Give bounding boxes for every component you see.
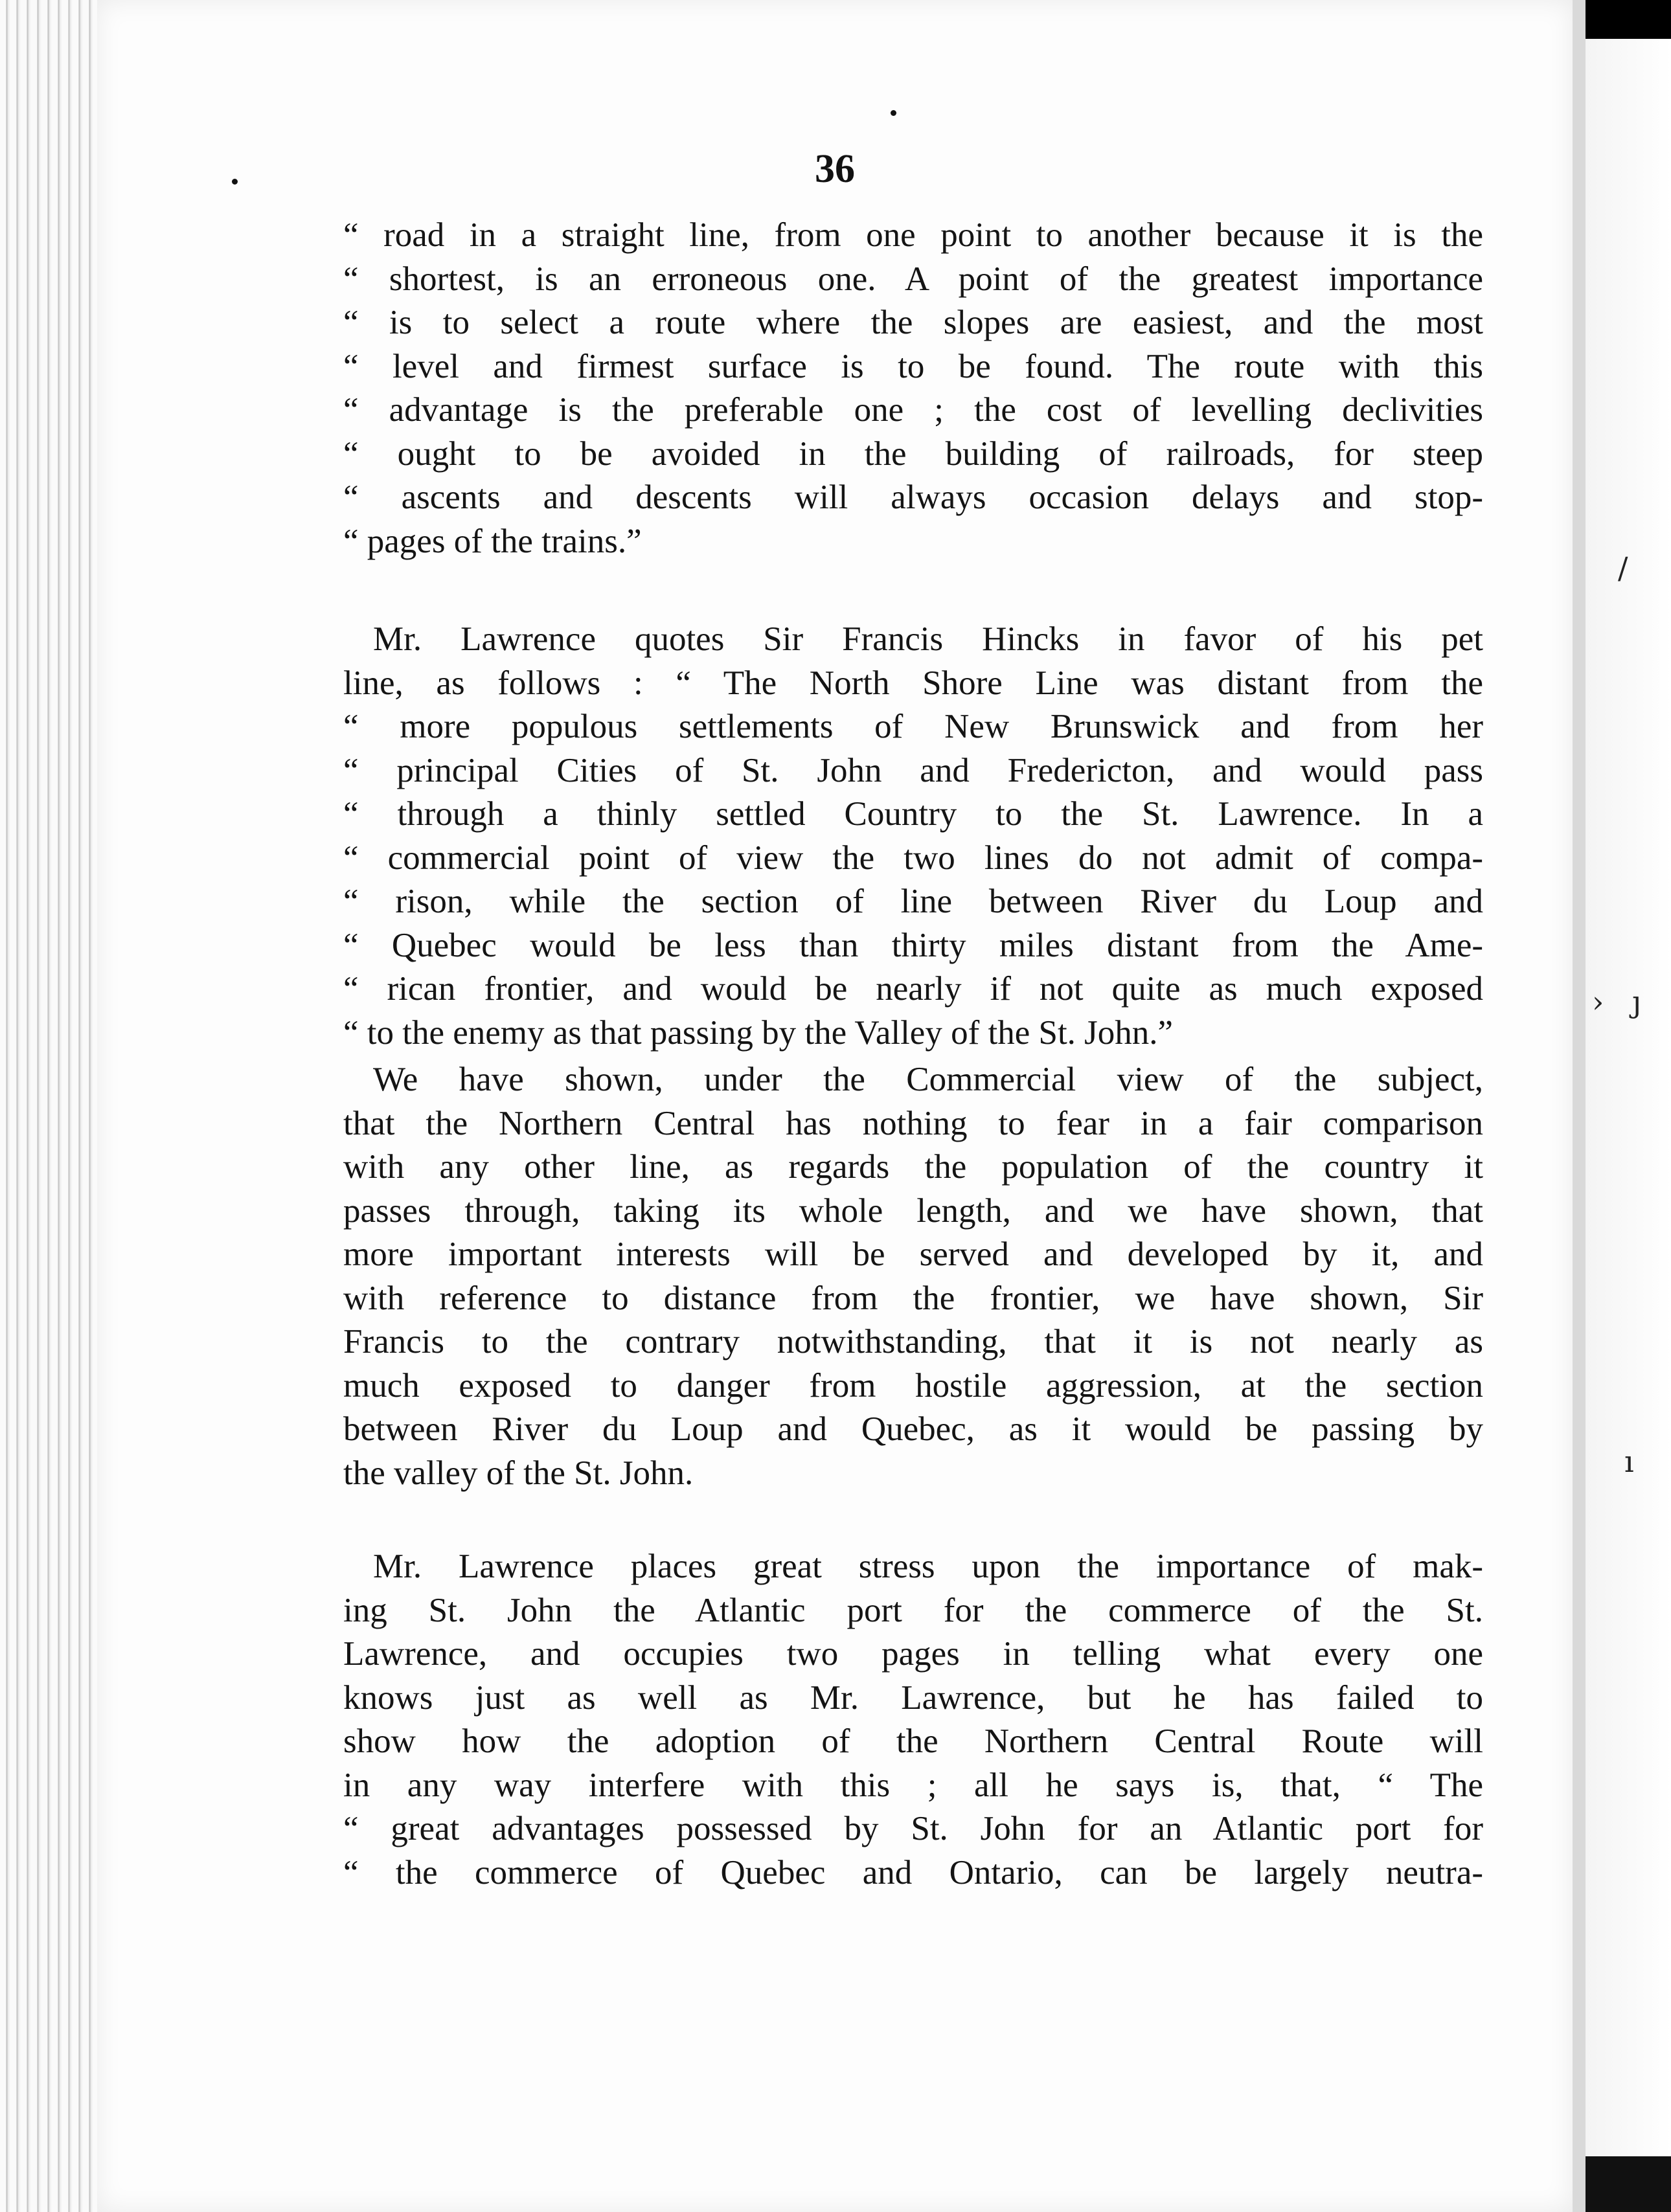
bleed-mark: ȷ bbox=[1632, 984, 1642, 1019]
text-line: ing St. John the Atlantic port for the commerce of the St. bbox=[343, 1591, 1483, 1629]
scan-shadow bbox=[1586, 2156, 1671, 2212]
text-line: Mr. Lawrence quotes Sir Francis Hincks in favor of his pet bbox=[373, 620, 1483, 658]
text-line: “ ascents and descents will always occasion delays and stop- bbox=[343, 479, 1483, 516]
text-line: show how the adoption of the Northern Central Route will bbox=[343, 1722, 1483, 1760]
text-line: Francis to the contrary notwithstanding, that it is not nearly as bbox=[343, 1323, 1483, 1360]
text-line: that the Northern Central has nothing to fear in a fair comparison bbox=[343, 1104, 1483, 1142]
text-line: with any other line, as regards the population of the country it bbox=[343, 1148, 1483, 1186]
text-line: “ through a thinly settled Country to the St. Lawrence. In a bbox=[343, 795, 1483, 833]
text-line: with reference to distance from the frontier, we have shown, Sir bbox=[343, 1279, 1483, 1317]
text-line: “ Quebec would be less than thirty miles distant from the Ame- bbox=[343, 926, 1483, 964]
text-line: more important interests will be served and developed by it, and bbox=[343, 1236, 1483, 1273]
text-line: “ shortest, is an erroneous one. A point of the greatest importance bbox=[343, 260, 1483, 298]
text-line: “ to the enemy as that passing by the Valley of the St. John.” bbox=[343, 1013, 1174, 1052]
paragraph-4 bbox=[343, 1545, 1483, 1895]
bleed-mark: ı bbox=[1624, 1444, 1634, 1479]
text-line: “ more populous settlements of New Brunswick and from her bbox=[343, 708, 1483, 745]
text-line: “ advantage is the preferable one ; the cost of levelling declivities bbox=[343, 391, 1483, 429]
text-line: knows just as well as Mr. Lawrence, but he has failed to bbox=[343, 1678, 1483, 1717]
text-line: line, as follows : “ The North Shore Line was distant from the bbox=[343, 664, 1483, 702]
text-line: “ pages of the trains.” bbox=[343, 522, 642, 560]
page-gutter-strip bbox=[1573, 0, 1586, 2212]
paragraph-3 bbox=[343, 1058, 1483, 1495]
text-line: “ the commerce of Quebec and Ontario, can be largely neutra- bbox=[343, 1853, 1483, 1891]
page-number: 36 bbox=[815, 147, 855, 191]
text-line: passes through, taking its whole length, and we have shown, that bbox=[343, 1191, 1483, 1230]
text-line: “ rican frontier, and would be nearly if not quite as much exposed bbox=[343, 970, 1483, 1008]
text-line: “ principal Cities of St. John and Fredericton, and would pass bbox=[343, 751, 1483, 789]
adjacent-page-edge bbox=[1586, 39, 1671, 2212]
bleed-mark: / bbox=[1618, 550, 1628, 585]
book-page bbox=[97, 0, 1573, 2212]
text-line: in any way interfere with this ; all he says is, that, “ The bbox=[343, 1766, 1483, 1804]
text-line: much exposed to danger from hostile aggression, at the section bbox=[343, 1366, 1483, 1405]
text-line: “ road in a straight line, from one point to another because it is the bbox=[343, 216, 1483, 254]
text-line: the valley of the St. John. bbox=[343, 1454, 694, 1492]
quote-paragraph-1 bbox=[343, 214, 1483, 563]
text-line: “ rison, while the section of line between River du Loup and bbox=[343, 883, 1483, 920]
text-line: “ great advantages possessed by St. John for an Atlantic port for bbox=[343, 1810, 1483, 1847]
text-line: We have shown, under the Commercial view of the subject, bbox=[373, 1061, 1483, 1098]
text-line: Lawrence, and occupies two pages in telling what every one bbox=[343, 1635, 1483, 1673]
text-line: between River du Loup and Quebec, as it would be passing by bbox=[343, 1410, 1483, 1448]
text-line: Mr. Lawrence places great stress upon the importance of mak- bbox=[373, 1548, 1483, 1585]
paragraph-2 bbox=[343, 618, 1483, 1055]
text-line: “ commercial point of view the two lines do not admit of compa- bbox=[343, 839, 1483, 877]
ink-speck bbox=[891, 110, 896, 116]
text-line: “ ought to be avoided in the building of railroads, for steep bbox=[343, 435, 1483, 473]
text-line: “ level and firmest surface is to be found. The route with this bbox=[343, 347, 1483, 385]
text-line: “ is to select a route where the slopes are easiest, and the most bbox=[343, 304, 1483, 341]
bleed-mark: › bbox=[1592, 984, 1604, 1019]
